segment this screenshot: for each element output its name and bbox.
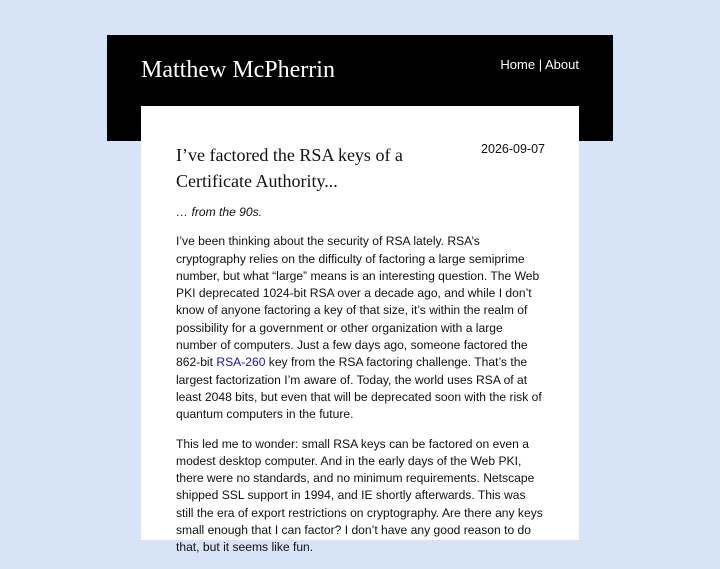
post-date: 2026-09-07 [481, 142, 545, 156]
nav-home-link[interactable]: Home [500, 57, 536, 72]
nav-separator: | [538, 57, 543, 72]
paragraph-1-text-start: I’ve been thinking about the security of RSA lately. RSA’s cryptography relies on the difficulty of factoring a large semiprime number, but what “large” means is an interesting question. The Web PKI deprecated 1024-bit RSA over a decade ago, and while I don’t know of anyone factoring a key of that size, it’s within the realm of possibility for a government or other organization with a large number of computers. Just a few days ago, someone factored the 862-bit [176, 234, 540, 370]
post-subtitle: … from the 90s. [176, 205, 263, 219]
post-title: I’ve factored the RSA keys of a Certificate Authority... [176, 145, 403, 191]
paragraph-1 [176, 233, 545, 423]
site-title[interactable]: Matthew McPherrin [141, 57, 335, 83]
post-body [176, 204, 545, 569]
paragraph-1-text-end: key from the RSA factoring challenge. That’s the largest factorization I’m aware of. Today, the world uses RSA of at least 2048 bits, but even that will be deprecated soon with the risk of quantum computers in the future. [176, 355, 542, 422]
nav-about-link[interactable]: About [545, 57, 579, 72]
paragraph-2: This led me to wonder: small RSA keys can be factored on even a modest desktop computer. And in the early days of the Web PKI, there were no standards, and no minimum requirements. Netscape shipped SSL support in 1994, and IE shortly afterwards. This was still the era of export restrictions on cryptography. Are there any keys small enough that I can factor? I don’t have any good reason to do that, but it seems like fun. [176, 436, 543, 555]
post-content [141, 106, 579, 555]
rsa-260-link[interactable]: RSA-260 [216, 355, 266, 370]
nav-bar [500, 57, 579, 72]
